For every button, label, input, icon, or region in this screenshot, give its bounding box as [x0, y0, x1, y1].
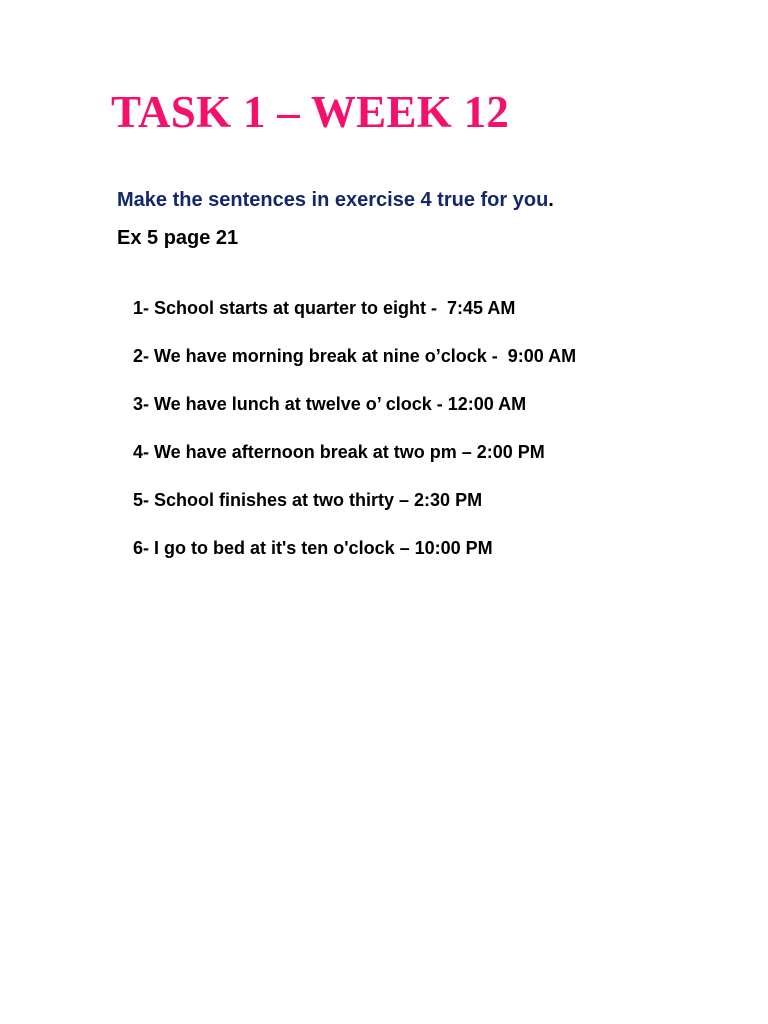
answer-item-2: 2- We have morning break at nine o’clock - 9:00 AM	[133, 346, 577, 366]
answer-list	[133, 296, 576, 584]
answer-item-1: 1- School starts at quarter to eight - 7:45 AM	[133, 298, 516, 318]
answer-item-4: 4- We have afternoon break at two pm – 2:00 PM	[133, 442, 545, 462]
answer-item-3: 3- We have lunch at twelve o’ clock - 12:00 AM	[133, 394, 527, 414]
page-title: TASK 1 – WEEK 12	[111, 87, 510, 137]
instruction-sentence: Make the sentences in exercise 4 true for you	[117, 189, 549, 211]
instruction-period: .	[548, 189, 554, 211]
answer-item-6: 6- I go to bed at it's ten o'clock – 10:00 PM	[133, 538, 493, 558]
instruction-text	[117, 187, 554, 213]
exercise-reference: Ex 5 page 21	[117, 227, 239, 249]
answer-item-5: 5- School finishes at two thirty – 2:30 PM	[133, 490, 483, 510]
